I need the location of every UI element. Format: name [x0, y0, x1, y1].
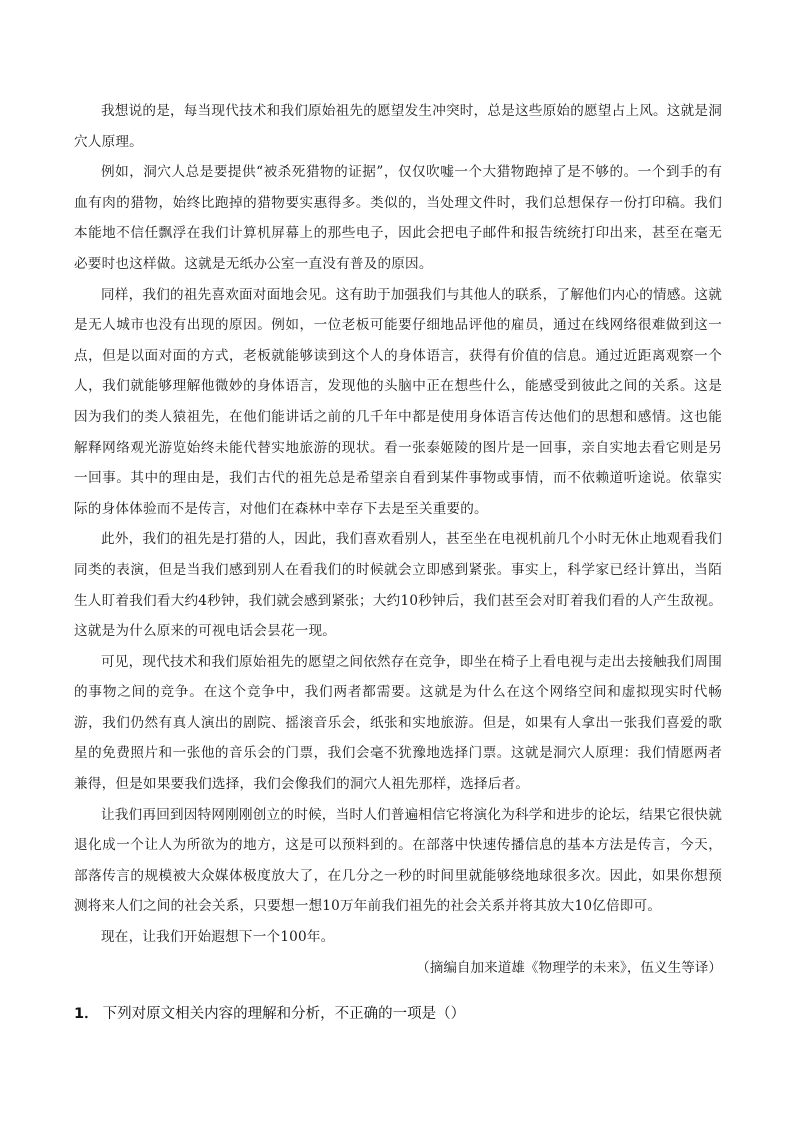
- question-text: 下列对原文相关内容的理解和分析，不正确的一项是（）: [102, 1006, 466, 1022]
- paragraph: 现在，让我们开始遐想下一个100年。: [101, 929, 335, 946]
- paragraph: 让我们再回到因特网刚刚创立的时候，当时人们普遍相信它将演化为科学和进步的论坛，结果它很快就退化成一个让人为所欲为的地方，这是可以预料到的。在部落中快速传播信息的基本方法是传言，今天，部落传言的规模被大众媒体极度放大了，在几分之一秒的时间里就能够绕地球很多次。因此，如果你想预测将来人们之间的社会关系，只要想一想10万年前我们祖先的社会关系并将其放大10亿倍即可。: [74, 806, 722, 915]
- article-body: [74, 96, 722, 983]
- source-citation: （摘编自加来道雄《物理学的未来》，伍义生等译）: [416, 959, 722, 976]
- question-number: 1．: [74, 1006, 99, 1022]
- paragraph: 我想说的是，每当现代技术和我们原始祖先的愿望发生冲突时，总是这些原始的愿望占上风。这就是洞穴人原理。: [74, 103, 722, 150]
- paragraph: 此外，我们的祖先是打猎的人，因此，我们喜欢看别人，甚至坐在电视机前几个小时无休止地观看我们同类的表演，但是当我们感到别人在看我们的时候就会立即感到紧张。事实上，科学家已经计算出，当陌生人盯着我们看大约4秒钟，我们就会感到紧张；大约10秒钟后，我们甚至会对盯着我们看的人产生敌视。这就是为什么原来的可视电话会昙花一现。: [74, 531, 722, 640]
- paragraph: 可见，现代技术和我们原始祖先的愿望之间依然存在竞争，即坐在椅子上看电视与走出去接触我们周围的事物之间的竞争。在这个竞争中，我们两者都需要。这就是为什么在这个网络空间和虚拟现实时代畅游，我们仍然有真人演出的剧院、摇滚音乐会，纸张和实地旅游。但是，如果有人拿出一张我们喜爱的歌星的免费照片和一张他的音乐会的门票，我们会毫不犹豫地选择门票。这就是洞穴人原理：我们情愿两者兼得，但是如果要我们选择，我们会像我们的洞穴人祖先那样，选择后者。: [74, 653, 722, 793]
- question-item: [74, 1002, 722, 1026]
- paragraph: 例如，洞穴人总是要提供“被杀死猎物的证据”，仅仅吹嘘一个大猎物跑掉了是不够的。一个到手的有血有肉的猎物，始终比跑掉的猎物要实惠得多。类似的，当处理文件时，我们总想保存一份打印稿。我们本能地不信任飘浮在我们计算机屏幕上的那些电子，因此会把电子邮件和报告统统打印出来，甚至在毫无必要时也这样做。这就是无纸办公室一直没有普及的原因。: [74, 164, 722, 272]
- paragraph: 同样，我们的祖先喜欢面对面地会见。这有助于加强我们与其他人的联系，了解他们内心的情感。这就是无人城市也没有出现的原因。例如，一位老板可能要仔细地品评他的雇员，通过在线网络很难做到这一点，但是以面对面的方式，老板就能够读到这个人的身体语言，获得有价值的信息。通过近距离观察一个人，我们就能够理解他微妙的身体语言，发现他的头脑中正在想些什么，能感受到彼此之间的关系。这是因为我们的类人猿祖先，在他们能讲话之前的几千年中都是使用身体语言传达他们的思想和感情。这也能解释网络观光游览始终未能代替实地旅游的现状。看一张泰姬陵的图片是一回事，亲自实地去看它则是另一回事。其中的理由是，我们古代的祖先总是希望亲自看到某件事物或事情，而不依赖道听途说。依靠实际的身体体验而不是传言，对他们在森林中幸存下去是至关重要的。: [74, 286, 722, 517]
